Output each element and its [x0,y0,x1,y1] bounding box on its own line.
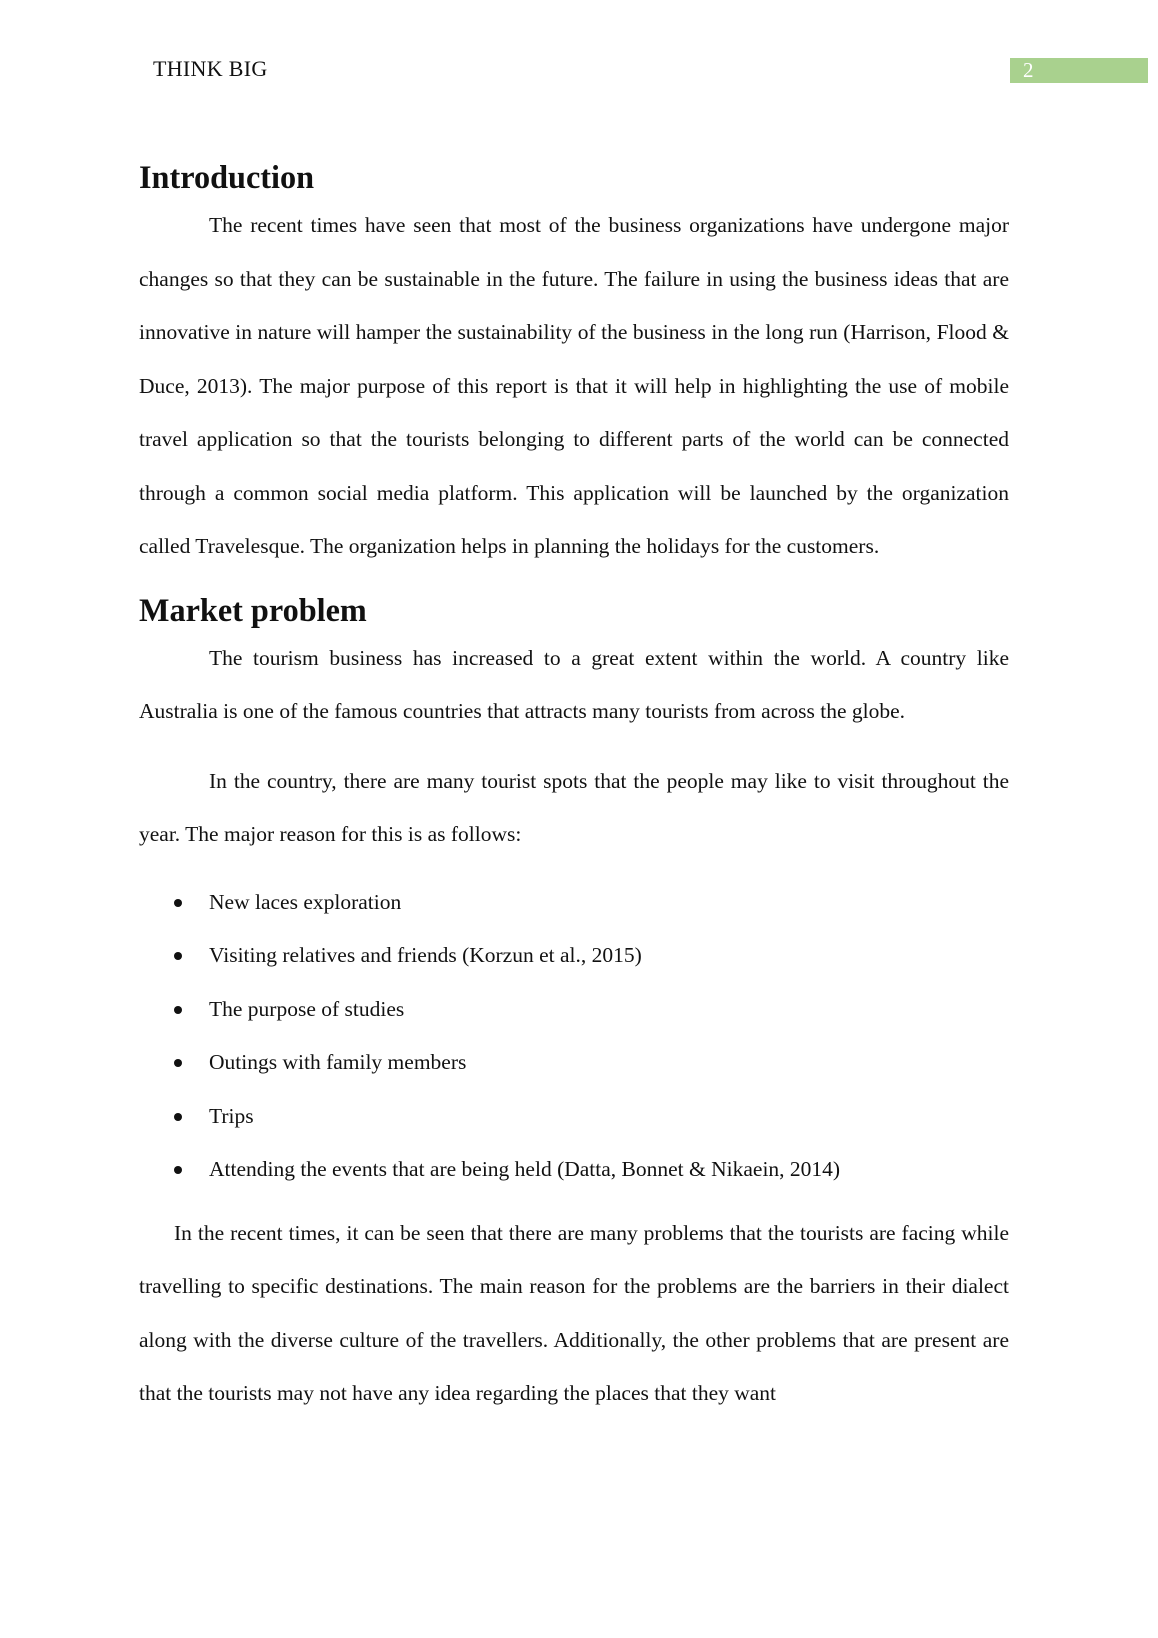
document-body [139,157,1009,1421]
list-item-text: The purpose of studies [209,996,405,1021]
page-number-badge [1010,58,1148,83]
list-item-text: New laces exploration [209,889,402,914]
list-item [139,929,1009,983]
list-item-text: Visiting relatives and friends (Korzun et al., 2015) [209,943,642,967]
list-item-text: Trips [209,1103,254,1128]
market-problem-paragraph-1: The tourism business has increased to a great extent within the world. A country like Australia is one of the famous countries that attracts many tourists from across the globe. [139,645,1009,723]
introduction-paragraph: The recent times have seen that most of the business organizations have undergone major changes so that they can be sustainable in the future. The failure in using the business ideas that are innovative in nature will hamper the sustainability of the business in the long run (Harrison, Flood & Duce, 2013). The major purpose of this report is that it will help in highlighting the use of mobile travel application so that the tourists belonging to different parts of the world can be connected through a common social media platform. This application will be launched by the organization called Travelesque. The organization helps in planning the holidays for the customers. [139,213,1009,558]
bullet-icon [174,1113,182,1121]
bullet-icon [174,1059,182,1067]
market-problem-paragraph-3: In the recent times, it can be seen that there are many problems that the tourists are facing while travelling to specific destinations. The main reason for the problems are the barriers in their dialect along with the diverse culture of the travellers. Additionally, the other problems that are present are that the tourists may not have any idea regarding the places that they want [139,1220,1009,1405]
bullet-icon [174,1166,182,1174]
introduction-heading: Introduction [139,159,315,195]
reasons-list [139,876,1009,1197]
page-number: 2 [1023,58,1034,82]
bullet-icon [174,899,182,907]
list-item [139,1036,1009,1090]
list-item-text: Outings with family members [209,1050,467,1074]
market-problem-heading: Market problem [139,591,367,628]
market-problem-paragraph-2: In the country, there are many tourist spots that the people may like to visit throughout the year. The major reason for this is as follows: [139,768,1009,846]
bullet-icon [174,1006,182,1014]
bullet-icon [174,952,182,960]
list-item [139,1090,1009,1144]
list-item [139,1143,1009,1197]
running-header-title: THINK BIG [153,56,268,81]
list-item-text: Attending the events that are being held (Datta, Bonnet & Nikaein, 2014) [209,1157,841,1181]
list-item [139,876,1009,930]
list-item [139,983,1009,1037]
